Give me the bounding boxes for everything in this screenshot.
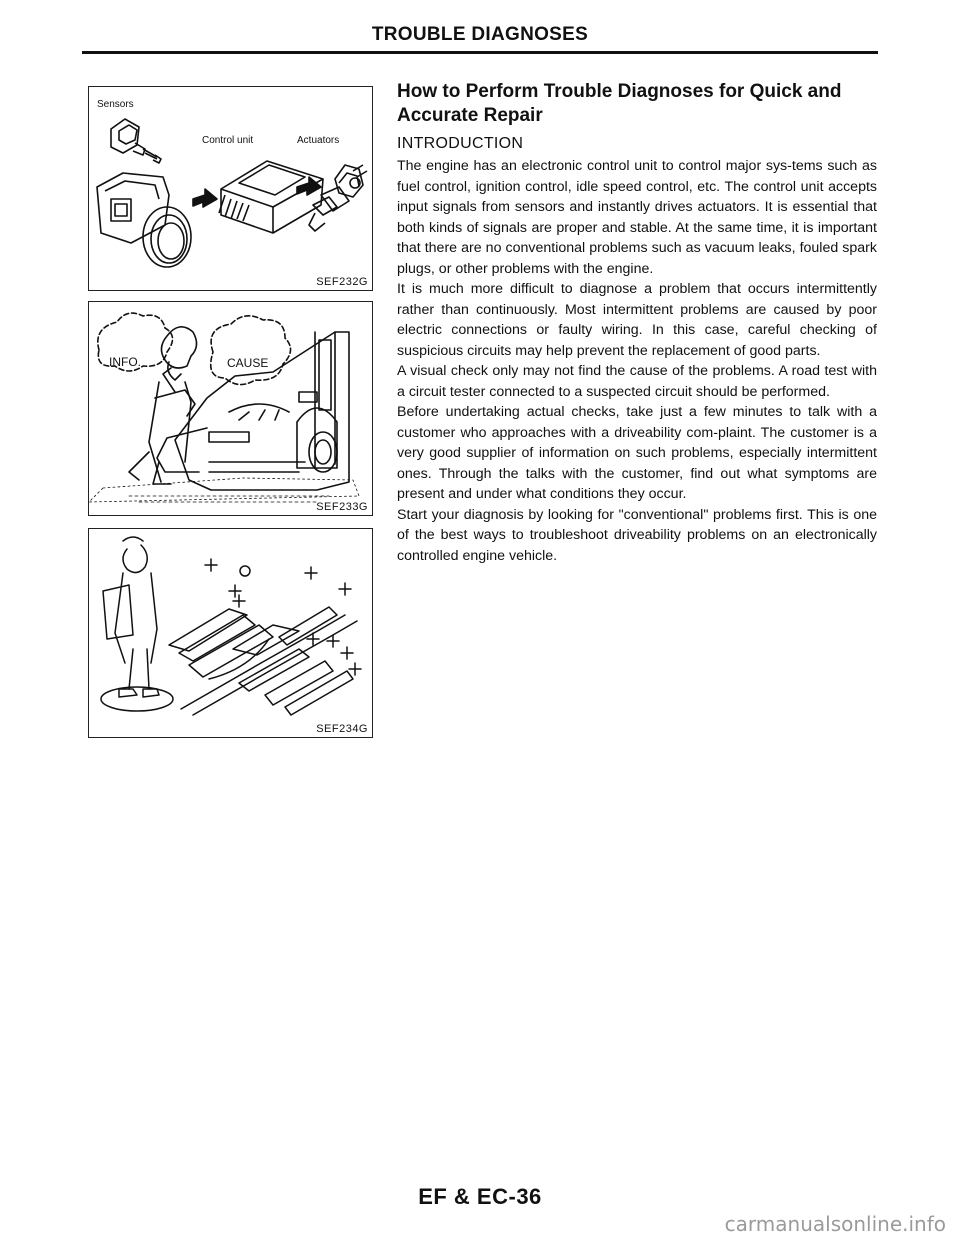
mechanic-car-illustration (89, 302, 372, 515)
section-body (397, 156, 877, 566)
watermark: carmanualsonline.info (724, 1212, 946, 1236)
figure-sensors-control-unit (88, 86, 373, 291)
control-unit-icon (219, 161, 323, 233)
section-subtitle: INTRODUCTION (397, 135, 524, 152)
actuators-label: Actuators (297, 135, 340, 146)
figure-code: SEF234G (316, 723, 368, 735)
injector-actuator-icon (309, 165, 367, 231)
paragraph: The engine has an electronic control unit to control major sys-tems such as fuel control, ignition control, idle speed control, etc. The control unit accepts input signals from sensors and instantly drives actuators. It is essential that both kinds of signals are proper and stable. At the same time, it is important that there are no conventional problems such as vacuum leaks, fouled spark plugs, or other problems with the engine. (397, 158, 877, 277)
paragraph: It is much more difficult to diagnose a problem that occurs intermittently rather than continuously. Most intermittent problems are caused by poor electric connections or faulty wiring. In this case, careful checking of suspicious circuits may help prevent the replacement of good parts. (397, 281, 877, 359)
page-header: TROUBLE DIAGNOSES (371, 24, 589, 45)
sensor-plug-icon (111, 119, 161, 163)
section-title: How to Perform Trouble Diagnoses for Quick and Accurate Repair (397, 81, 842, 126)
figure-code: SEF233G (316, 501, 368, 513)
person-with-manual-icon (101, 537, 173, 711)
page-footer: EF & EC-36 (418, 1184, 542, 1209)
paragraph: A visual check only may not find the cause of the problems. A road test with a circuit tester connected to a suspected circuit should be performed. (397, 363, 877, 400)
paragraph: Before undertaking actual checks, take just a few minutes to talk with a customer who approaches with a driveability com-plaint. The customer is a very good supplier of information on such problems, especially intermittent ones. Through the talks with the customer, find out what symptoms are present and under what conditions they occur. (397, 404, 877, 502)
section-content (397, 80, 877, 566)
figure-wiring-harness (88, 528, 373, 738)
header-rule (82, 51, 878, 54)
cause-label: CAUSE (227, 356, 269, 370)
airflow-sensor-icon (97, 173, 191, 267)
control-unit-label: Control unit (202, 135, 254, 146)
figure-info-cause (88, 301, 373, 516)
wiring-harness-illustration (89, 529, 372, 737)
paragraph: Start your diagnosis by looking for "conventional" problems first. This is one of the best ways to troubleshoot driveability problems on an electronically controlled engine vehicle. (397, 506, 877, 564)
wiring-harness-icon (169, 607, 357, 715)
ecu-system-illustration (89, 87, 372, 290)
info-label: INFO. (109, 355, 141, 369)
figure-code: SEF232G (316, 276, 368, 288)
mechanic-icon (129, 327, 197, 484)
sensors-label: Sensors (97, 99, 134, 110)
